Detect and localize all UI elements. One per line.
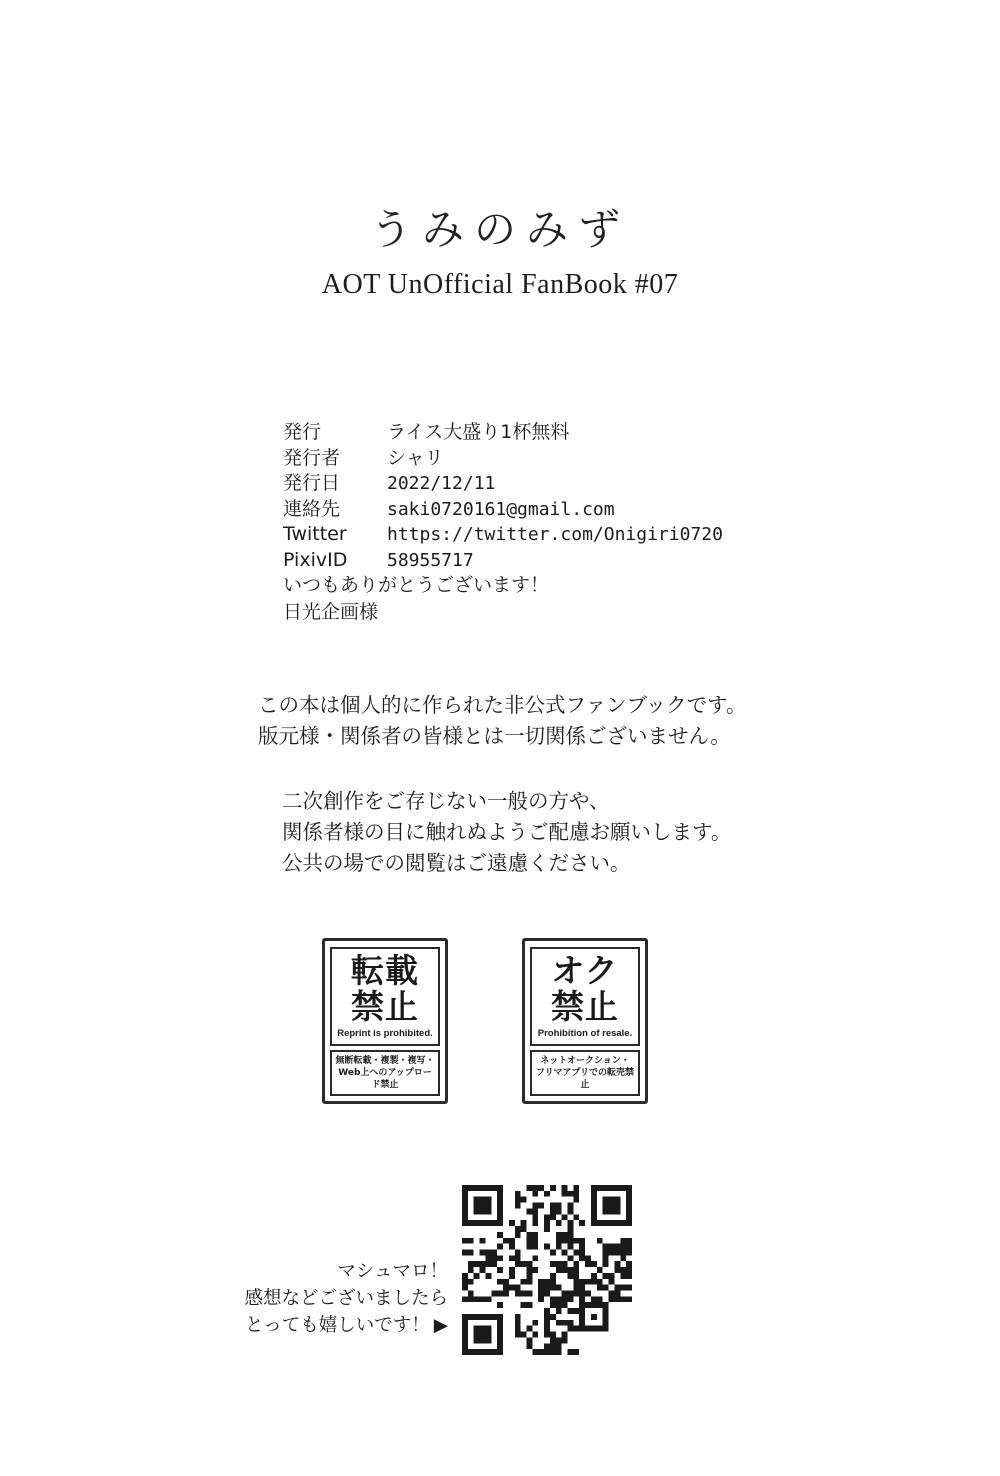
colophon-value-twitter-url[interactable]: https://twitter.com/Onigiri0720	[387, 524, 723, 545]
page-subtitle-english: AOT UnOfficial FanBook #07	[321, 269, 679, 301]
colophon-label-pixiv-id: PixivID	[283, 548, 348, 571]
colophon-value-pixiv-id: 58955717	[387, 549, 474, 571]
stamp-reprint-english: Reprint is prohibited.	[337, 1028, 433, 1039]
thanks-block	[283, 572, 549, 626]
qr-caption-line-3-wrap	[200, 1312, 448, 1339]
stamp-reprint-subtext-line-1: 無断転載・複製・複写・	[335, 1056, 435, 1066]
stamp-reprint-subtext-line-2: Web上へのアップロード禁止	[338, 1068, 432, 1090]
arrow-right-icon: ▶	[433, 1315, 448, 1336]
table-row	[283, 420, 723, 446]
colophon-value-publisher: ライス大盛り1杯無料	[387, 421, 570, 443]
colophon-value-email: saki0720161@gmail.com	[387, 498, 615, 520]
stamp-reprint-prohibited	[322, 938, 448, 1104]
table-row	[283, 497, 723, 523]
notice-unofficial-line-2: 版元様・関係者の皆様とは一切関係ございません。	[258, 724, 731, 748]
notice-viewing-line-1: 二次創作をご存じない一般の方や、	[282, 789, 610, 813]
qr-caption-line-2: 感想などございましたら	[244, 1288, 448, 1309]
stamp-resale-subtext-line-2: フリマアプリでの転売禁止	[535, 1068, 635, 1090]
colophon-label-date: 発行日	[283, 472, 341, 494]
qr-caption-line-3: とっても嬉しいです！	[245, 1315, 430, 1336]
thanks-line-2: 日光企画様	[283, 601, 379, 623]
colophon-label-publisher: 発行	[283, 421, 322, 443]
qr-caption-line-1: マシュマロ！	[337, 1261, 448, 1282]
colophon-value-author: シャリ	[387, 446, 444, 469]
stamp-resale-english: Prohibition of resale.	[537, 1028, 633, 1039]
colophon-table	[283, 420, 723, 573]
stamp-reprint-inner	[330, 947, 440, 1046]
stamp-resale-subtext-line-1: ネットオークション・	[540, 1056, 630, 1066]
stamp-resale-big-line-2: 禁止	[551, 987, 619, 1026]
stamp-resale-big-line-1: オク	[551, 951, 619, 990]
colophon-label-contact: 連絡先	[283, 497, 341, 520]
stamp-reprint-big-line-1: 転載	[351, 951, 419, 990]
thanks-line-1: いつもありがとうございます！	[283, 574, 550, 596]
qr-code-canvas[interactable]	[462, 1185, 632, 1355]
qr-code[interactable]	[462, 1185, 632, 1355]
colophon-details	[283, 420, 723, 573]
stamp-reprint-subtext	[330, 1050, 440, 1096]
stamp-reprint-big-line-2: 禁止	[351, 987, 419, 1026]
notice-viewing-etiquette	[282, 786, 731, 879]
table-row	[283, 471, 723, 497]
notice-unofficial-line-1: この本は個人的に作られた非公式ファンブックです。	[258, 693, 747, 717]
table-row	[283, 446, 723, 472]
colophon-label-twitter: Twitter	[283, 523, 347, 545]
page-title-japanese: うみのみず	[369, 205, 630, 254]
table-row	[283, 548, 723, 574]
title-block	[0, 205, 1000, 301]
prohibition-stamps	[322, 938, 648, 1104]
notice-viewing-line-2: 関係者様の目に触れぬようご配慮お願いします。	[282, 820, 732, 844]
stamp-resale-inner	[530, 947, 640, 1046]
colophon-value-date: 2022/12/11	[387, 473, 496, 494]
notice-unofficial	[258, 690, 747, 752]
colophon-label-author: 発行者	[283, 446, 341, 469]
stamp-resale-subtext	[530, 1050, 640, 1096]
notice-viewing-line-3: 公共の場での閲覧はご遠慮ください。	[282, 851, 631, 875]
stamp-resale-prohibited	[522, 938, 648, 1104]
qr-caption	[200, 1258, 448, 1339]
table-row	[283, 522, 723, 548]
